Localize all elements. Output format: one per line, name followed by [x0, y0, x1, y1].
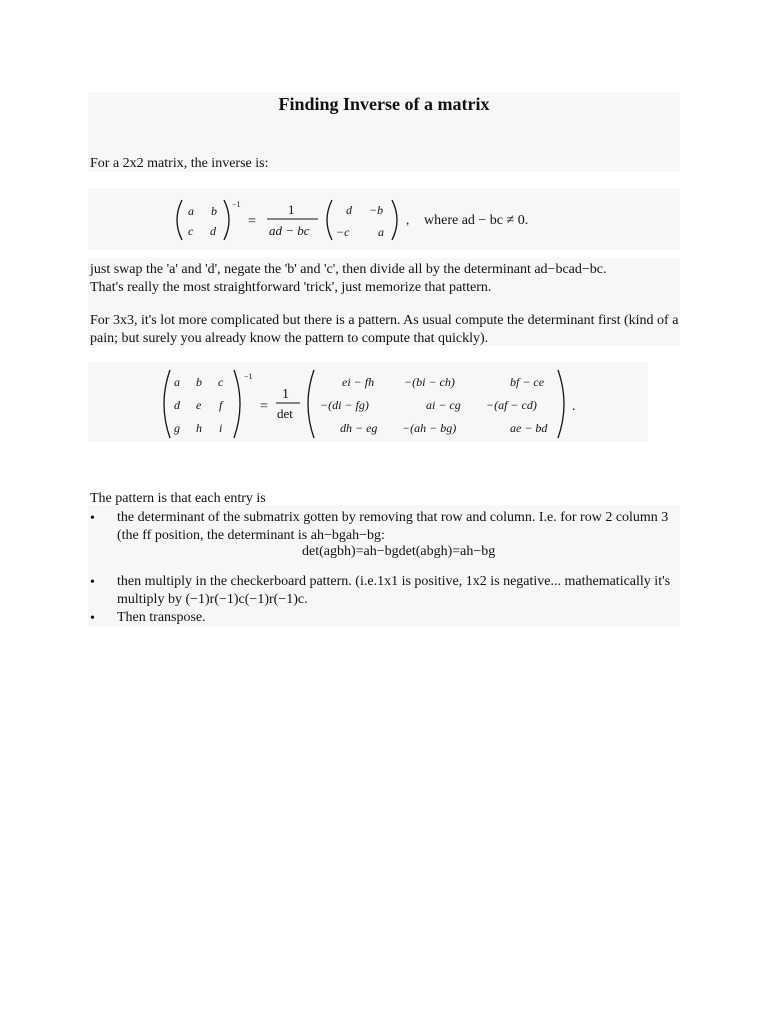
- paragraph-3x3: For 3x3, it's lot more complicated but there is a pattern. As usual compute the determinant first (kind of a pain; but surely you already know the pattern to compute that quickly).: [90, 313, 679, 346]
- bullet-3: Then transpose.: [117, 610, 206, 625]
- formula-3x3: [158, 368, 598, 440]
- matrix-entry: a: [188, 204, 194, 218]
- bullet-2-line-2: multiply by (−1)r(−1)c(−1)r(−1)c.: [117, 592, 308, 607]
- matrix-entry: −b: [369, 203, 384, 217]
- matrix-entry: ae − bd: [510, 421, 548, 435]
- inverse-exponent: −1: [244, 372, 253, 381]
- left-paren: [327, 200, 332, 240]
- matrix-entry: −(ah − bg): [402, 421, 457, 435]
- condition-text: where ad − bc ≠ 0.: [424, 213, 529, 228]
- fraction-denominator: det: [277, 406, 293, 421]
- matrix-entry: dh − eg: [340, 421, 378, 435]
- fraction-denominator: ad − bc: [269, 223, 310, 238]
- matrix-entry: d: [174, 398, 180, 412]
- matrix-entry: g: [174, 421, 180, 435]
- equals-sign: =: [248, 214, 256, 229]
- bullet-1-line-2: (the ff position, the determinant is ah−bgah−bg:: [117, 528, 385, 543]
- matrix-entry: a: [378, 225, 384, 239]
- comma: ,: [406, 212, 410, 227]
- matrix-entry: −c: [336, 225, 350, 239]
- matrix-entry: ai − cg: [426, 398, 461, 412]
- left-paren: [177, 200, 182, 240]
- left-paren: [308, 370, 314, 438]
- matrix-entry: −(af − cd): [486, 398, 537, 412]
- swap-explanation: just swap the 'a' and 'd', negate the 'b' and 'c', then divide all by the determinant ad−bcad−bc.: [90, 262, 607, 277]
- matrix-entry: b: [196, 375, 202, 389]
- matrix-entry: d: [346, 203, 352, 217]
- bullet-marker: •: [90, 611, 95, 626]
- right-paren: [392, 200, 397, 240]
- inverse-exponent: −1: [232, 200, 241, 209]
- fraction-numerator: 1: [282, 387, 289, 402]
- right-paren: [558, 370, 564, 438]
- intro-2x2-text: For a 2x2 matrix, the inverse is:: [90, 156, 269, 171]
- bullet-2-line-1: then multiply in the checkerboard pattern. (i.e.1x1 is positive, 1x2 is negative... mathematically it's: [117, 574, 671, 589]
- matrix-entry: e: [196, 398, 202, 412]
- bullet-marker: •: [90, 511, 95, 526]
- pattern-heading: The pattern is that each entry is: [90, 491, 266, 506]
- matrix-entry: h: [196, 421, 202, 435]
- trick-explanation: That's really the most straightforward 'trick', just memorize that pattern.: [90, 280, 492, 295]
- right-paren: [224, 200, 229, 240]
- matrix-entry: f: [219, 398, 223, 412]
- matrix-entry: ei − fh: [342, 375, 375, 389]
- matrix-entry: −(bi − ch): [404, 375, 455, 389]
- matrix-entry: c: [218, 375, 224, 389]
- left-paren: [164, 370, 170, 438]
- fraction-numerator: 1: [288, 202, 295, 217]
- matrix-entry: d: [210, 224, 216, 238]
- bullet-1-formula: det(agbh)=ah−bgdet(abgh)=ah−bg: [302, 544, 496, 559]
- matrix-entry: bf − ce: [510, 375, 545, 389]
- matrix-entry: i: [219, 421, 223, 435]
- matrix-entry: c: [188, 224, 194, 238]
- bullet-marker: •: [90, 575, 95, 590]
- matrix-entry: −(di − fg): [320, 398, 369, 412]
- period: .: [572, 399, 576, 414]
- equals-sign: =: [260, 399, 268, 414]
- right-paren: [234, 370, 240, 438]
- matrix-entry: a: [174, 375, 180, 389]
- page-title: Finding Inverse of a matrix: [278, 94, 490, 114]
- formula-2x2: [170, 196, 570, 244]
- matrix-entry: b: [211, 204, 217, 218]
- bullet-1-line-1: the determinant of the submatrix gotten by removing that row and column. I.e. for row 2 column 3: [117, 510, 669, 525]
